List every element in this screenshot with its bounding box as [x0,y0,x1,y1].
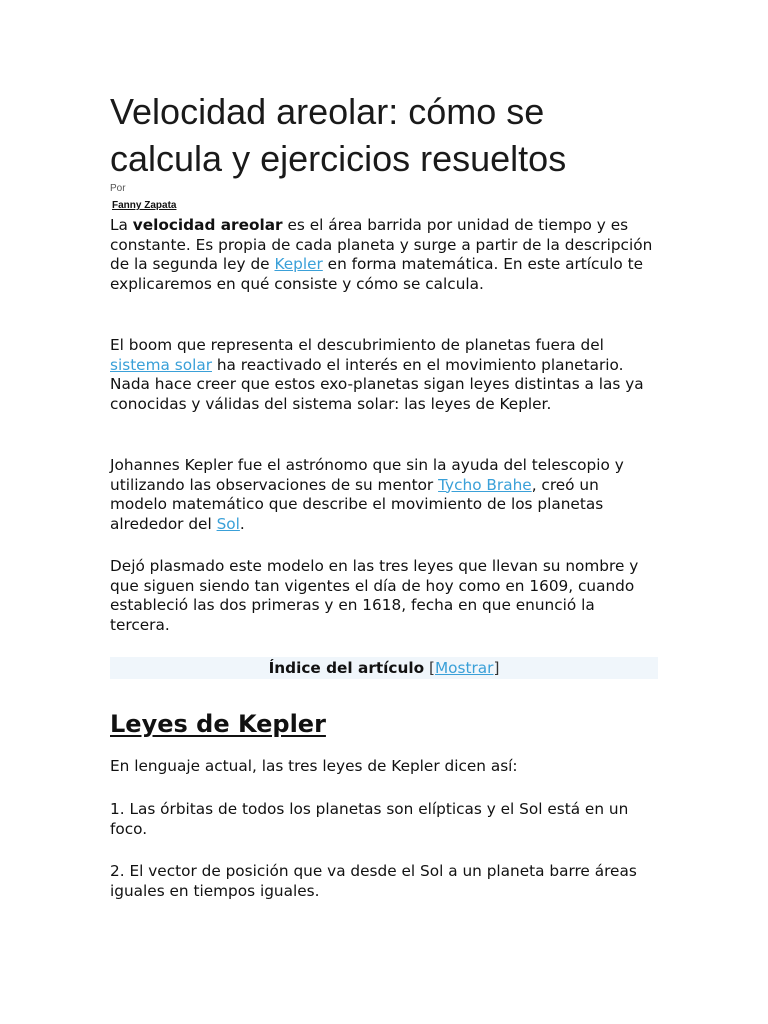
kepler-link[interactable]: Kepler [274,255,323,274]
sun-link[interactable]: Sol [216,514,240,533]
paragraph-laws-dates: Dejó plasmado este modelo en las tres leyes que llevan su nombre y que siguen siendo tan vigentes el día de hoy como en 1609, cuando estableció las dos primeras y en 1618, fecha en que enunció la tercera. [110,557,639,634]
paragraph-text: en forma matemática. En este artículo te explicaremos en qué consiste y cómo se calcula. [110,255,644,293]
paragraph-text: La [110,216,133,234]
tycho-brahe-link[interactable]: Tycho Brahe [438,475,532,494]
paragraph-text: ha reactivado el interés en el movimiento planetario. Nada hace creer que estos exo-planetas sigan leyes distintas a las ya conocidas y válidas del sistema solar: las leyes de Kepler. [110,355,644,413]
paragraph-exoplanets [110,336,658,414]
paragraph-intro [110,216,658,294]
paragraph-text: . [239,514,245,533]
solar-system-link[interactable]: sistema solar [110,355,212,374]
law-item: 2. El vector de posición que va desde el Sol a un planeta barre áreas iguales en tiempos iguales. [110,862,637,900]
section-heading: Leyes de Kepler [110,710,326,738]
paragraph-kepler-bio [110,456,658,534]
law-item: 1. Las órbitas de todos los planetas son elípticas y el Sol está en un foco. [110,800,629,838]
article-title: Velocidad areolar: cómo se calcula y ejercicios resueltos [110,91,567,179]
author-link[interactable]: Fanny Zapata [112,200,177,211]
paragraph-text: , creó un modelo matemático que describe el movimiento de los planetas alrededor del [110,475,604,533]
paragraph-text: El boom que representa el descubrimiento de planetas fuera del [110,336,604,354]
table-of-contents [110,657,658,679]
toc-label: Índice del artículo [268,659,425,677]
byline-label: Por [110,183,126,194]
toc-bracket-open: [ [429,659,435,677]
toc-bracket-close: ] [493,659,500,677]
paragraph-text: Johannes Kepler fue el astrónomo que sin la ayuda del telescopio y utilizando las observaciones de su mentor [110,456,624,494]
bold-term: velocidad areolar [132,216,283,234]
section-intro: En lenguaje actual, las tres leyes de Kepler dicen así: [110,757,518,775]
paragraph-text: es el área barrida por unidad de tiempo y es constante. Es propia de cada planeta y surge a partir de la descripción de la segunda ley de [110,216,653,274]
byline [110,183,176,213]
toc-show-toggle[interactable]: Mostrar [434,659,494,677]
